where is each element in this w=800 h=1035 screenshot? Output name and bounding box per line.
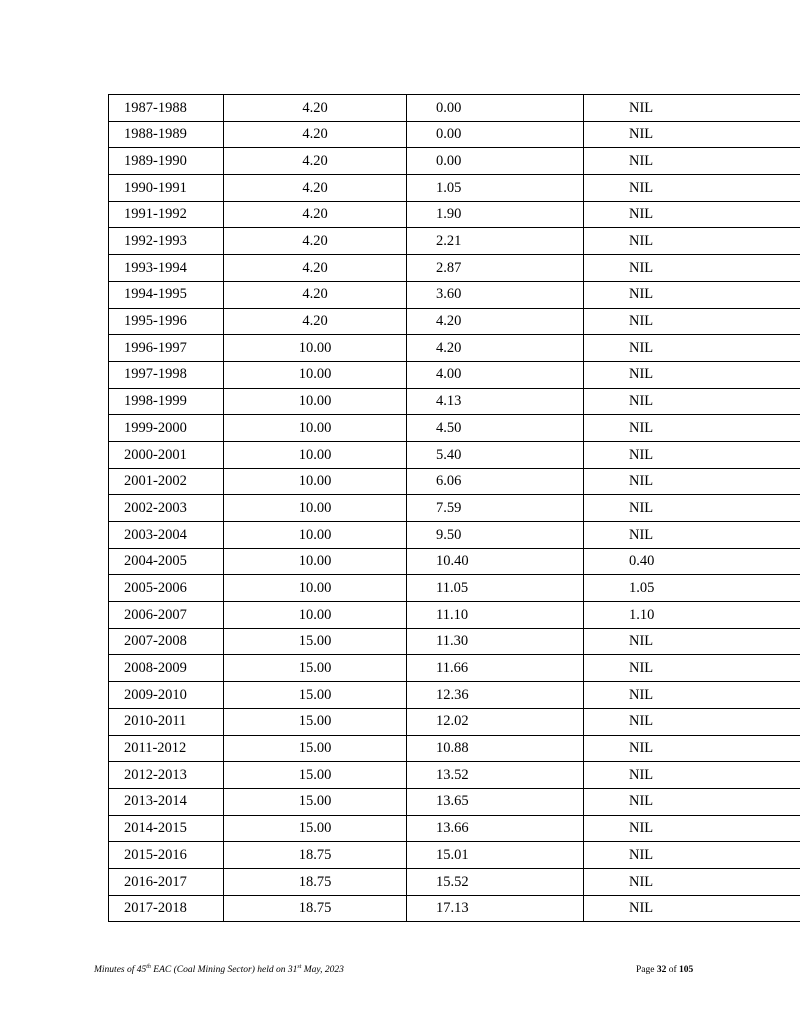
col2-cell: 4.20 — [224, 95, 407, 122]
col3-cell: 0.00 — [407, 121, 584, 148]
col2-cell: 4.20 — [224, 228, 407, 255]
col4-cell: 1.10 — [584, 602, 800, 629]
of-label: of — [666, 965, 680, 975]
col3-cell: 11.66 — [407, 655, 584, 682]
current-page: 32 — [656, 965, 667, 975]
col2-cell: 15.00 — [224, 708, 407, 735]
year-cell: 2004-2005 — [109, 548, 224, 575]
col2-cell: 15.00 — [224, 655, 407, 682]
year-cell: 2015-2016 — [109, 842, 224, 869]
col3-cell: 0.00 — [407, 148, 584, 175]
col4-cell: NIL — [584, 121, 800, 148]
col3-cell: 0.00 — [407, 95, 584, 122]
year-cell: 1989-1990 — [109, 148, 224, 175]
table-row — [109, 815, 800, 842]
table-row — [109, 655, 800, 682]
col2-cell: 10.00 — [224, 602, 407, 629]
year-cell: 1998-1999 — [109, 388, 224, 415]
col3-cell: 4.20 — [407, 335, 584, 362]
col3-cell: 15.52 — [407, 868, 584, 895]
col3-cell: 4.13 — [407, 388, 584, 415]
col3-cell: 6.06 — [407, 468, 584, 495]
col4-cell: NIL — [584, 148, 800, 175]
table-row — [109, 148, 800, 175]
year-cell: 2007-2008 — [109, 628, 224, 655]
col2-cell: 4.20 — [224, 308, 407, 335]
col4-cell: NIL — [584, 788, 800, 815]
col3-cell: 4.20 — [407, 308, 584, 335]
year-cell: 2017-2018 — [109, 895, 224, 922]
year-cell: 2000-2001 — [109, 441, 224, 468]
table-row — [109, 788, 800, 815]
table-row — [109, 175, 800, 202]
col3-cell: 13.65 — [407, 788, 584, 815]
col2-cell: 18.75 — [224, 842, 407, 869]
col2-cell: 4.20 — [224, 148, 407, 175]
col2-cell: 10.00 — [224, 495, 407, 522]
col2-cell: 4.20 — [224, 201, 407, 228]
col4-cell: NIL — [584, 228, 800, 255]
total-pages: 105 — [679, 965, 694, 975]
col3-cell: 12.02 — [407, 708, 584, 735]
col2-cell: 4.20 — [224, 121, 407, 148]
col2-cell: 18.75 — [224, 895, 407, 922]
col2-cell: 10.00 — [224, 415, 407, 442]
col2-cell: 10.00 — [224, 548, 407, 575]
col4-cell: NIL — [584, 468, 800, 495]
year-cell: 1991-1992 — [109, 201, 224, 228]
col3-cell: 4.50 — [407, 415, 584, 442]
col3-cell: 1.90 — [407, 201, 584, 228]
footer-minutes-caption — [94, 965, 344, 975]
col3-cell: 9.50 — [407, 522, 584, 549]
year-cell: 2013-2014 — [109, 788, 224, 815]
footer-caption-sup-st: st — [297, 963, 302, 970]
data-table — [108, 94, 800, 922]
col3-cell: 17.13 — [407, 895, 584, 922]
footer-caption-suffix: May, 2023 — [301, 965, 344, 975]
col2-cell: 10.00 — [224, 468, 407, 495]
table-row — [109, 95, 800, 122]
table-row — [109, 308, 800, 335]
footer-caption-middle: EAC (Coal Mining Sector) held on 31 — [150, 965, 298, 975]
year-cell: 1990-1991 — [109, 175, 224, 202]
col4-cell: NIL — [584, 628, 800, 655]
col2-cell: 18.75 — [224, 868, 407, 895]
col2-cell: 4.20 — [224, 281, 407, 308]
table-row — [109, 121, 800, 148]
col3-cell: 11.10 — [407, 602, 584, 629]
table-row — [109, 868, 800, 895]
col2-cell: 4.20 — [224, 255, 407, 282]
year-cell: 2001-2002 — [109, 468, 224, 495]
col2-cell: 10.00 — [224, 335, 407, 362]
table-row — [109, 201, 800, 228]
table-row — [109, 468, 800, 495]
col4-cell: NIL — [584, 735, 800, 762]
table-row — [109, 361, 800, 388]
year-cell: 1997-1998 — [109, 361, 224, 388]
table-row — [109, 895, 800, 922]
year-cell: 1988-1989 — [109, 121, 224, 148]
col4-cell: NIL — [584, 308, 800, 335]
col2-cell: 10.00 — [224, 441, 407, 468]
col3-cell: 12.36 — [407, 682, 584, 709]
table-row — [109, 575, 800, 602]
table-body — [109, 95, 800, 922]
table-row — [109, 602, 800, 629]
table-row — [109, 708, 800, 735]
col3-cell: 11.30 — [407, 628, 584, 655]
col4-cell: NIL — [584, 201, 800, 228]
col2-cell: 10.00 — [224, 522, 407, 549]
year-cell: 1992-1993 — [109, 228, 224, 255]
col4-cell: NIL — [584, 815, 800, 842]
table-row — [109, 495, 800, 522]
col3-cell: 11.05 — [407, 575, 584, 602]
col4-cell: NIL — [584, 175, 800, 202]
footer-caption-prefix: Minutes of 45 — [94, 965, 147, 975]
table-row — [109, 388, 800, 415]
col3-cell: 2.87 — [407, 255, 584, 282]
table-row — [109, 255, 800, 282]
year-cell: 2005-2006 — [109, 575, 224, 602]
table-row — [109, 441, 800, 468]
col4-cell: NIL — [584, 361, 800, 388]
col3-cell: 1.05 — [407, 175, 584, 202]
year-cell: 1996-1997 — [109, 335, 224, 362]
table-row — [109, 281, 800, 308]
year-cell: 1994-1995 — [109, 281, 224, 308]
table-row — [109, 628, 800, 655]
col4-cell: NIL — [584, 655, 800, 682]
table-row — [109, 735, 800, 762]
col3-cell: 15.01 — [407, 842, 584, 869]
col4-cell: NIL — [584, 415, 800, 442]
col2-cell: 15.00 — [224, 788, 407, 815]
col3-cell: 3.60 — [407, 281, 584, 308]
table-row — [109, 842, 800, 869]
footer-caption-sup-th: th — [146, 963, 151, 970]
col2-cell: 10.00 — [224, 575, 407, 602]
col3-cell: 10.40 — [407, 548, 584, 575]
col2-cell: 15.00 — [224, 628, 407, 655]
col4-cell: NIL — [584, 388, 800, 415]
col4-cell: NIL — [584, 335, 800, 362]
year-cell: 2006-2007 — [109, 602, 224, 629]
year-cell: 1987-1988 — [109, 95, 224, 122]
col4-cell: NIL — [584, 95, 800, 122]
table-row — [109, 228, 800, 255]
table-row — [109, 415, 800, 442]
col4-cell: NIL — [584, 708, 800, 735]
col4-cell: NIL — [584, 682, 800, 709]
col4-cell: NIL — [584, 495, 800, 522]
col3-cell: 4.00 — [407, 361, 584, 388]
col3-cell: 10.88 — [407, 735, 584, 762]
table-row — [109, 762, 800, 789]
col2-cell: 10.00 — [224, 388, 407, 415]
col2-cell: 10.00 — [224, 361, 407, 388]
year-cell: 1993-1994 — [109, 255, 224, 282]
year-cell: 2014-2015 — [109, 815, 224, 842]
col3-cell: 13.52 — [407, 762, 584, 789]
col4-cell: NIL — [584, 522, 800, 549]
year-cell: 2002-2003 — [109, 495, 224, 522]
year-cell: 1995-1996 — [109, 308, 224, 335]
col4-cell: NIL — [584, 895, 800, 922]
page-number — [636, 965, 693, 975]
year-cell: 2010-2011 — [109, 708, 224, 735]
col3-cell: 7.59 — [407, 495, 584, 522]
year-cell: 2012-2013 — [109, 762, 224, 789]
col2-cell: 15.00 — [224, 682, 407, 709]
col2-cell: 15.00 — [224, 735, 407, 762]
col4-cell: NIL — [584, 281, 800, 308]
year-cell: 2016-2017 — [109, 868, 224, 895]
col4-cell: NIL — [584, 441, 800, 468]
year-cell: 2011-2012 — [109, 735, 224, 762]
col4-cell: 0.40 — [584, 548, 800, 575]
col4-cell: NIL — [584, 762, 800, 789]
table-row — [109, 682, 800, 709]
year-cell: 1999-2000 — [109, 415, 224, 442]
col4-cell: NIL — [584, 255, 800, 282]
col3-cell: 2.21 — [407, 228, 584, 255]
col2-cell: 4.20 — [224, 175, 407, 202]
col4-cell: NIL — [584, 842, 800, 869]
col2-cell: 15.00 — [224, 762, 407, 789]
year-cell: 2003-2004 — [109, 522, 224, 549]
table-row — [109, 335, 800, 362]
col3-cell: 13.66 — [407, 815, 584, 842]
col3-cell: 5.40 — [407, 441, 584, 468]
table-row — [109, 548, 800, 575]
col2-cell: 15.00 — [224, 815, 407, 842]
page-label: Page — [636, 965, 657, 975]
table-row — [109, 522, 800, 549]
col4-cell: NIL — [584, 868, 800, 895]
year-cell: 2008-2009 — [109, 655, 224, 682]
col4-cell: 1.05 — [584, 575, 800, 602]
year-cell: 2009-2010 — [109, 682, 224, 709]
